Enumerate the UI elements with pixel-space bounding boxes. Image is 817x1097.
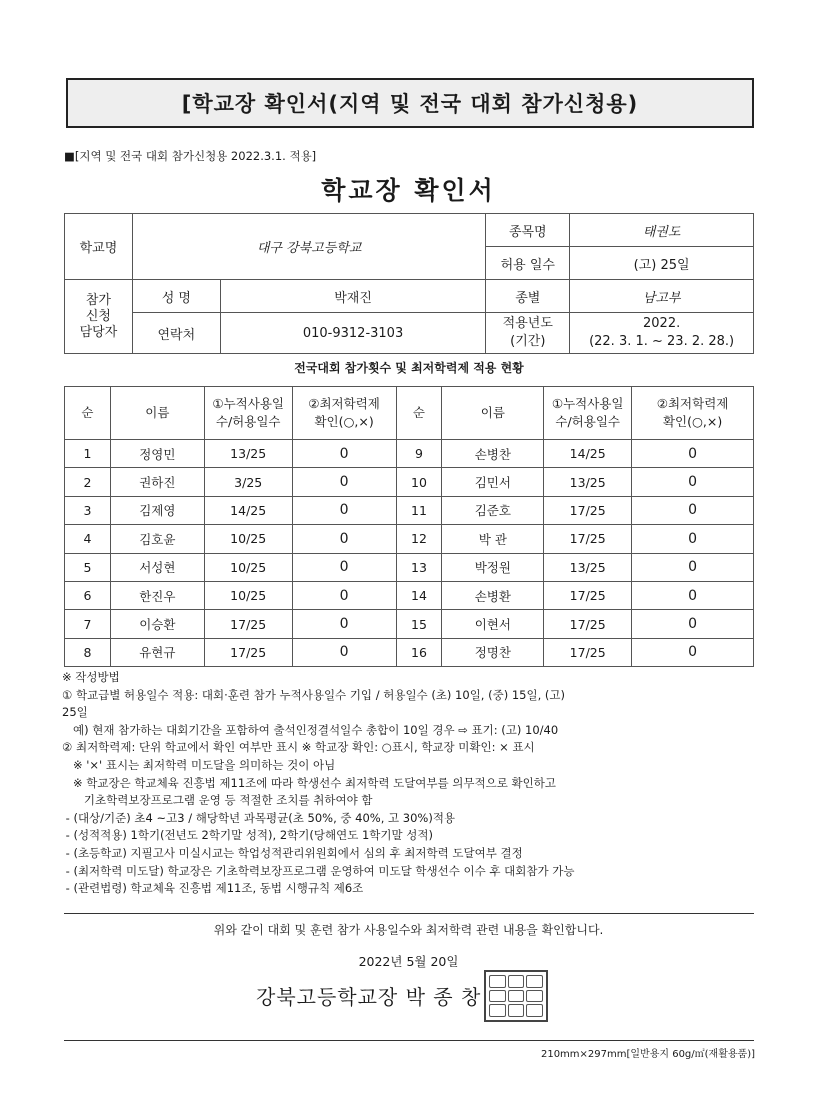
- representative-label: [65, 280, 133, 354]
- row-mark: 0: [632, 581, 754, 609]
- row-days: 10/25: [204, 525, 292, 553]
- contact-value: 010-9312-3103: [220, 313, 486, 354]
- instruction-line: - (최저학력 미도달) 학교장은 기초학력보장프로그램 운영하여 미도달 학생선수 이수 후 대회참가 가능: [62, 863, 575, 878]
- row-name: 서성현: [110, 553, 204, 581]
- table-row: [65, 496, 754, 524]
- header-min-line: ②최저학력제: [308, 396, 380, 411]
- row-num: 2: [65, 468, 111, 496]
- row-mark: 0: [632, 525, 754, 553]
- header-days-line: 수/허용일수: [215, 414, 281, 429]
- allowed-days-label: 허용 일수: [486, 247, 570, 280]
- row-num: 10: [396, 468, 442, 496]
- row-num: 5: [65, 553, 111, 581]
- row-mark: 0: [292, 525, 396, 553]
- row-days: 10/25: [204, 553, 292, 581]
- year-value-line: 2022.: [643, 316, 681, 331]
- row-num: 15: [396, 610, 442, 638]
- row-mark: 0: [292, 581, 396, 609]
- allowed-days-value: (고) 25일: [570, 247, 754, 280]
- table-row: [65, 440, 754, 468]
- year-label-line: 적용년도: [502, 316, 553, 331]
- row-mark: 0: [632, 496, 754, 524]
- instruction-line: ① 학교급별 허용일수 적용: 대회·훈련 참가 누적사용일수 기입 / 허용일수 (초) 10일, (중) 15일, (고): [62, 687, 565, 702]
- row-num: 9: [396, 440, 442, 468]
- instruction-line: 25일: [62, 705, 88, 720]
- header-days: [544, 387, 632, 440]
- header-days-line: ①누적사용일: [551, 396, 624, 411]
- row-name: 박 관: [442, 525, 544, 553]
- row-mark: 0: [292, 553, 396, 581]
- year-label-line: (기간): [510, 334, 546, 349]
- divider: [64, 1040, 754, 1041]
- row-days: 13/25: [544, 553, 632, 581]
- representative-label-line: 참가: [85, 292, 111, 308]
- instruction-line: 기초학력보장프로그램 운영 등 적절한 조치를 취하여야 함: [62, 793, 373, 808]
- table-row: [65, 553, 754, 581]
- instruction-line: ② 최저학력제: 단위 학교에서 확인 여부만 표시 ※ 학교장 확인: ○표시, 학교장 미확인: × 표시: [62, 740, 535, 755]
- row-name: 이승환: [110, 610, 204, 638]
- row-days: 13/25: [544, 468, 632, 496]
- event-label: 종목명: [486, 214, 570, 247]
- instruction-line: - (대상/기준) 초4 ~고3 / 해당학년 과목평균(초 50%, 중 40%, 고 30%)적용: [62, 810, 456, 825]
- row-mark: 0: [292, 440, 396, 468]
- row-num: 6: [65, 581, 111, 609]
- row-days: 17/25: [544, 581, 632, 609]
- event-value: 태권도: [570, 214, 754, 247]
- confirmation-statement: 위와 같이 대회 및 훈련 참가 사용일수와 최저학력 관련 내용을 확인합니다.: [213, 923, 604, 937]
- row-mark: 0: [632, 440, 754, 468]
- instruction-line: - (성적적용) 1학기(전년도 2학기말 성적), 2학기(당해연도 1학기말 성적): [62, 828, 433, 843]
- table-row: [65, 525, 754, 553]
- header-days: [204, 387, 292, 440]
- year-label: [486, 313, 570, 354]
- row-mark: 0: [632, 553, 754, 581]
- row-mark: 0: [632, 610, 754, 638]
- status-header-row: [65, 387, 754, 440]
- divider: [64, 913, 754, 914]
- row-mark: 0: [632, 468, 754, 496]
- instruction-line: - (초등학교) 지필고사 미실시교는 학업성적관리위원회에서 심의 후 최저학력 도달여부 결정: [62, 845, 523, 860]
- principal-signature: 강북고등학교장 박 종 창: [256, 985, 482, 1009]
- row-name: 한진우: [110, 581, 204, 609]
- writing-instructions: [62, 669, 762, 898]
- header-min-line: ②최저학력제: [656, 396, 729, 411]
- header-num: 순: [396, 387, 442, 440]
- row-days: 14/25: [204, 496, 292, 524]
- header-name: 이름: [110, 387, 204, 440]
- instruction-line: 예) 현재 참가하는 대회기간을 포함하여 출석인정결석일수 총합이 10일 경우 ⇨ 표기: (고) 10/40: [62, 722, 559, 737]
- header-min: [292, 387, 396, 440]
- header-min-line: 확인(○,×): [662, 414, 723, 429]
- row-num: 13: [396, 553, 442, 581]
- banner-title: [학교장 확인서(지역 및 전국 대회 참가신청용): [66, 78, 754, 128]
- row-name: 박정원: [442, 553, 544, 581]
- row-num: 14: [396, 581, 442, 609]
- paper-spec-footer: 210mm×297mm[일반용지 60g/㎡(재활용품)]: [540, 1049, 755, 1060]
- class-label: 종별: [486, 280, 570, 313]
- representative-label-line: 신청: [85, 308, 111, 324]
- instruction-line: - (관련법령) 학교체육 진흥법 제11조, 동법 시행규칙 제6조: [62, 881, 364, 896]
- row-name: 정명찬: [442, 638, 544, 666]
- row-mark: 0: [292, 638, 396, 666]
- row-name: 김호윤: [110, 525, 204, 553]
- school-info-table: [64, 213, 754, 354]
- row-mark: 0: [292, 468, 396, 496]
- row-mark: 0: [632, 638, 754, 666]
- row-name: 권하진: [110, 468, 204, 496]
- instruction-line: ※ '×' 표시는 최저학력 미도달을 의미하는 것이 아님: [62, 757, 336, 772]
- row-days: 14/25: [544, 440, 632, 468]
- table-row: [65, 638, 754, 666]
- contact-label: 연락처: [132, 313, 220, 354]
- row-name: 김제영: [110, 496, 204, 524]
- row-days: 17/25: [544, 610, 632, 638]
- row-num: 3: [65, 496, 111, 524]
- row-name: 손병환: [442, 581, 544, 609]
- instruction-line: ※ 학교장은 학교체육 진흥법 제11조에 따라 학생선수 최저학력 도달여부를 의무적으로 확인하고: [62, 775, 556, 790]
- year-value: [570, 313, 754, 354]
- class-value: 남고부: [570, 280, 754, 313]
- header-days-line: 수/허용일수: [555, 414, 620, 429]
- row-num: 4: [65, 525, 111, 553]
- row-name: 유현규: [110, 638, 204, 666]
- table-row: [65, 581, 754, 609]
- row-name: 정영민: [110, 440, 204, 468]
- header-name: 이름: [442, 387, 544, 440]
- row-days: 13/25: [204, 440, 292, 468]
- row-num: 12: [396, 525, 442, 553]
- row-mark: 0: [292, 496, 396, 524]
- school-name-value: 대구 강북고등학교: [132, 214, 485, 280]
- header-days-line: ①누적사용일: [212, 396, 284, 411]
- name-label: 성 명: [132, 280, 220, 313]
- table-row: [65, 610, 754, 638]
- status-table: [64, 386, 754, 667]
- header-min: [632, 387, 754, 440]
- row-days: 3/25: [204, 468, 292, 496]
- row-days: 17/25: [544, 638, 632, 666]
- status-caption: 전국대회 참가횟수 및 최저학력제 적용 현황: [294, 361, 524, 375]
- row-days: 17/25: [204, 610, 292, 638]
- row-num: 8: [65, 638, 111, 666]
- name-value: 박재진: [220, 280, 486, 313]
- table-row: [65, 468, 754, 496]
- row-days: 17/25: [204, 638, 292, 666]
- year-value-line: (22. 3. 1. ~ 23. 2. 28.): [589, 334, 735, 349]
- row-num: 16: [396, 638, 442, 666]
- header-num: 순: [65, 387, 111, 440]
- row-name: 이현서: [442, 610, 544, 638]
- row-name: 손병찬: [442, 440, 544, 468]
- issue-date: 2022년 5월 20일: [358, 954, 459, 969]
- row-num: 11: [396, 496, 442, 524]
- school-name-label: 학교명: [65, 214, 133, 280]
- official-seal-icon: [484, 970, 548, 1022]
- document-title: 학교장 확인서: [321, 176, 496, 205]
- row-name: 김준호: [442, 496, 544, 524]
- instruction-line: ※ 작성방법: [62, 670, 120, 684]
- row-num: 1: [65, 440, 111, 468]
- representative-label-line: 담당자: [79, 324, 118, 340]
- row-mark: 0: [292, 610, 396, 638]
- form-version-note: ■[지역 및 전국 대회 참가신청용 2022.3.1. 적용]: [64, 149, 317, 163]
- row-name: 김민서: [442, 468, 544, 496]
- row-days: 10/25: [204, 581, 292, 609]
- row-num: 7: [65, 610, 111, 638]
- header-min-line: 확인(○,×): [314, 414, 374, 429]
- row-days: 17/25: [544, 496, 632, 524]
- row-days: 17/25: [544, 525, 632, 553]
